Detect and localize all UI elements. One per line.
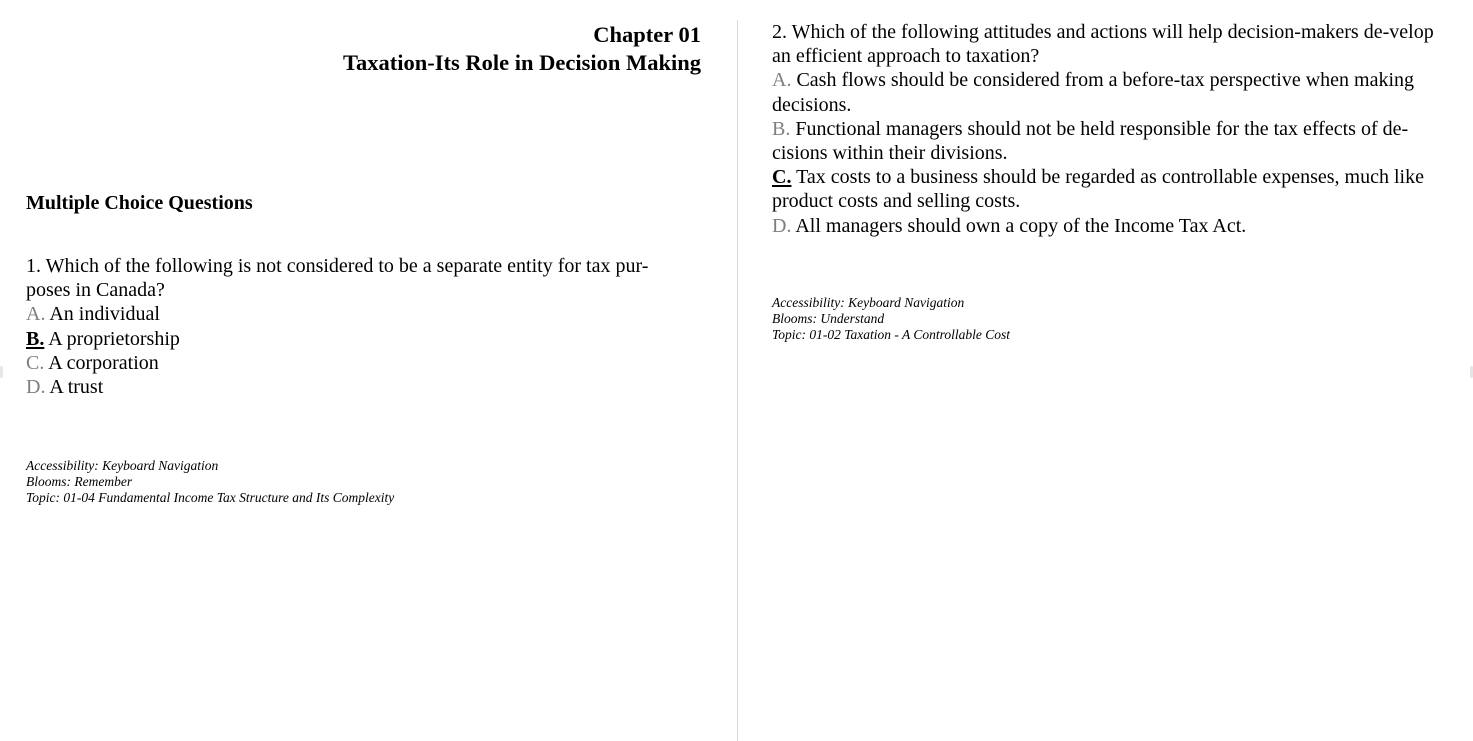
- correct-option-letter: C.: [772, 166, 792, 189]
- option-text: An individual: [45, 303, 160, 326]
- answer-option-d: [26, 375, 686, 399]
- answer-option-b: [772, 117, 1452, 165]
- chapter-number: Chapter 01: [593, 22, 701, 47]
- blooms-tag: Blooms: Understand: [772, 311, 885, 326]
- option-letter: B.: [772, 117, 791, 140]
- section-title: Multiple Choice Questions: [26, 192, 253, 214]
- option-letter: D.: [26, 376, 46, 399]
- left-page: [0, 0, 736, 741]
- question-stem: 1. Which of the following is not considered to be a separate entity for tax pur-poses in Canada?: [26, 255, 649, 302]
- correct-option-letter: B.: [26, 327, 45, 350]
- right-page: [737, 0, 1473, 741]
- option-text: Tax costs to a business should be regarded as controllable expenses, much like product costs and selling costs.: [772, 166, 1424, 213]
- option-text: All managers should own a copy of the Income Tax Act.: [791, 214, 1247, 237]
- option-letter: C.: [26, 351, 45, 374]
- option-text: A corporation: [44, 351, 159, 374]
- option-letter: D.: [772, 214, 792, 237]
- question-metadata: [26, 458, 394, 506]
- question-2: [772, 20, 1452, 238]
- accessibility-tag: Accessibility: Keyboard Navigation: [772, 295, 965, 310]
- answer-option-c: [26, 351, 686, 375]
- answer-option-d: [772, 214, 1452, 238]
- answer-option-a: [26, 302, 686, 326]
- chapter-header: [343, 21, 701, 77]
- left-scroll-edge[interactable]: [0, 366, 3, 378]
- answer-option-b: [26, 327, 686, 351]
- question-metadata: [772, 295, 1010, 343]
- option-letter: A.: [772, 69, 792, 92]
- option-letter: A.: [26, 303, 46, 326]
- accessibility-tag: Accessibility: Keyboard Navigation: [26, 458, 219, 473]
- chapter-title: Taxation-Its Role in Decision Making: [343, 50, 701, 75]
- option-text: A trust: [45, 376, 104, 399]
- topic-tag: Topic: 01-02 Taxation - A Controllable Cost: [772, 327, 1011, 342]
- answer-option-c: [772, 165, 1452, 213]
- question-1: [26, 254, 686, 399]
- option-text: A proprietorship: [44, 327, 180, 350]
- answer-option-a: [772, 68, 1452, 116]
- option-text: Functional managers should not be held responsible for the tax effects of de-cisions within their divisions.: [772, 117, 1409, 165]
- blooms-tag: Blooms: Remember: [26, 474, 133, 489]
- option-text: Cash flows should be considered from a before-tax perspective when making decisions.: [772, 69, 1415, 116]
- topic-tag: Topic: 01-04 Fundamental Income Tax Structure and Its Complexity: [26, 490, 395, 505]
- question-stem: 2. Which of the following attitudes and actions will help decision-makers de-velop an efficient approach to taxation?: [772, 21, 1434, 68]
